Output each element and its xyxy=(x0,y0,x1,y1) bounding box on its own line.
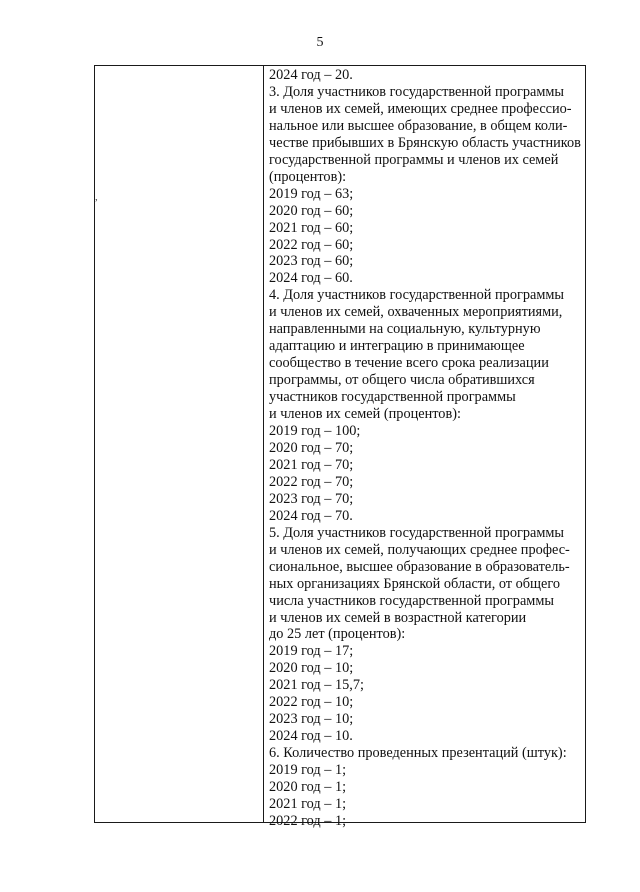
left-column-cell-mark: , xyxy=(95,191,98,203)
year-value-line: 2019 год – 100; xyxy=(269,423,361,440)
year-value-line: 2024 год – 70. xyxy=(269,507,353,524)
year-value-line: 2024 год – 60. xyxy=(269,270,353,287)
text-line: честве прибывших в Брянскую область участников xyxy=(269,134,581,151)
year-value-line: 2020 год – 1; xyxy=(269,779,347,796)
year-value-line: 2021 год – 15,7; xyxy=(269,677,364,694)
year-value-line: 2019 год – 17; xyxy=(269,643,354,660)
text-line: программы, от общего числа обратившихся xyxy=(269,372,535,389)
year-value-line: 2021 год – 1; xyxy=(269,795,347,812)
year-value-line: 2022 год – 10; xyxy=(269,694,354,711)
year-value-line: 2019 год – 1; xyxy=(269,762,347,779)
text-line: до 25 лет (процентов): xyxy=(269,626,406,643)
text-line: и членов их семей, охваченных мероприятиями, xyxy=(269,304,563,321)
year-value-line: 2022 год – 1; xyxy=(269,812,347,829)
text-line: и членов их семей, имеющих среднее профессио- xyxy=(269,100,572,117)
year-value-line: 2020 год – 70; xyxy=(269,439,354,456)
text-line: нальное или высшее образование, в общем коли- xyxy=(269,117,568,134)
year-value-line: 2021 год – 70; xyxy=(269,456,354,473)
text-line: (процентов): xyxy=(269,168,347,185)
year-value-line: 2021 год – 60; xyxy=(269,219,354,236)
text-line: участников государственной программы xyxy=(269,389,516,406)
year-value-line: 2020 год – 60; xyxy=(269,202,354,219)
text-line: и членов их семей в возрастной категории xyxy=(269,609,527,626)
year-value-line: 2023 год – 60; xyxy=(269,253,354,270)
text-line: сиональное, высшее образование в образователь- xyxy=(269,558,570,575)
text-line: числа участников государственной программы xyxy=(269,592,554,609)
indicator-heading-4: 4. Доля участников государственной программы xyxy=(269,287,565,304)
year-value-line: 2022 год – 70; xyxy=(269,473,354,490)
year-value-line: 2022 год – 60; xyxy=(269,236,354,253)
year-value-line: 2020 год – 10; xyxy=(269,660,354,677)
year-value-line: 2019 год – 63; xyxy=(269,185,354,202)
indicator-heading-5: 5. Доля участников государственной программы xyxy=(269,524,565,541)
text-line: государственной программы и членов их семей xyxy=(269,151,559,168)
text-line: ных организациях Брянской области, от общего xyxy=(269,575,561,592)
year-value-line: 2024 год – 10. xyxy=(269,728,353,745)
text-line: направленными на социальную, культурную xyxy=(269,321,541,338)
text-line: адаптацию и интеграцию в принимающее xyxy=(269,338,525,355)
text-line: и членов их семей (процентов): xyxy=(269,406,461,423)
text-line: 2024 год – 20. xyxy=(269,67,353,83)
text-line: сообщество в течение всего срока реализации xyxy=(269,355,549,372)
text-line: и членов их семей, получающих среднее профес- xyxy=(269,541,570,558)
indicator-heading-3: 3. Доля участников государственной программы xyxy=(269,83,565,100)
document-table xyxy=(94,65,586,829)
indicator-heading-6: 6. Количество проведенных презентаций (штук): xyxy=(269,745,567,762)
column-divider xyxy=(263,66,264,822)
year-value-line: 2023 год – 10; xyxy=(269,711,354,728)
page-number: 5 xyxy=(316,35,324,50)
year-value-line: 2023 год – 70; xyxy=(269,490,354,507)
right-column-cell xyxy=(269,67,587,830)
